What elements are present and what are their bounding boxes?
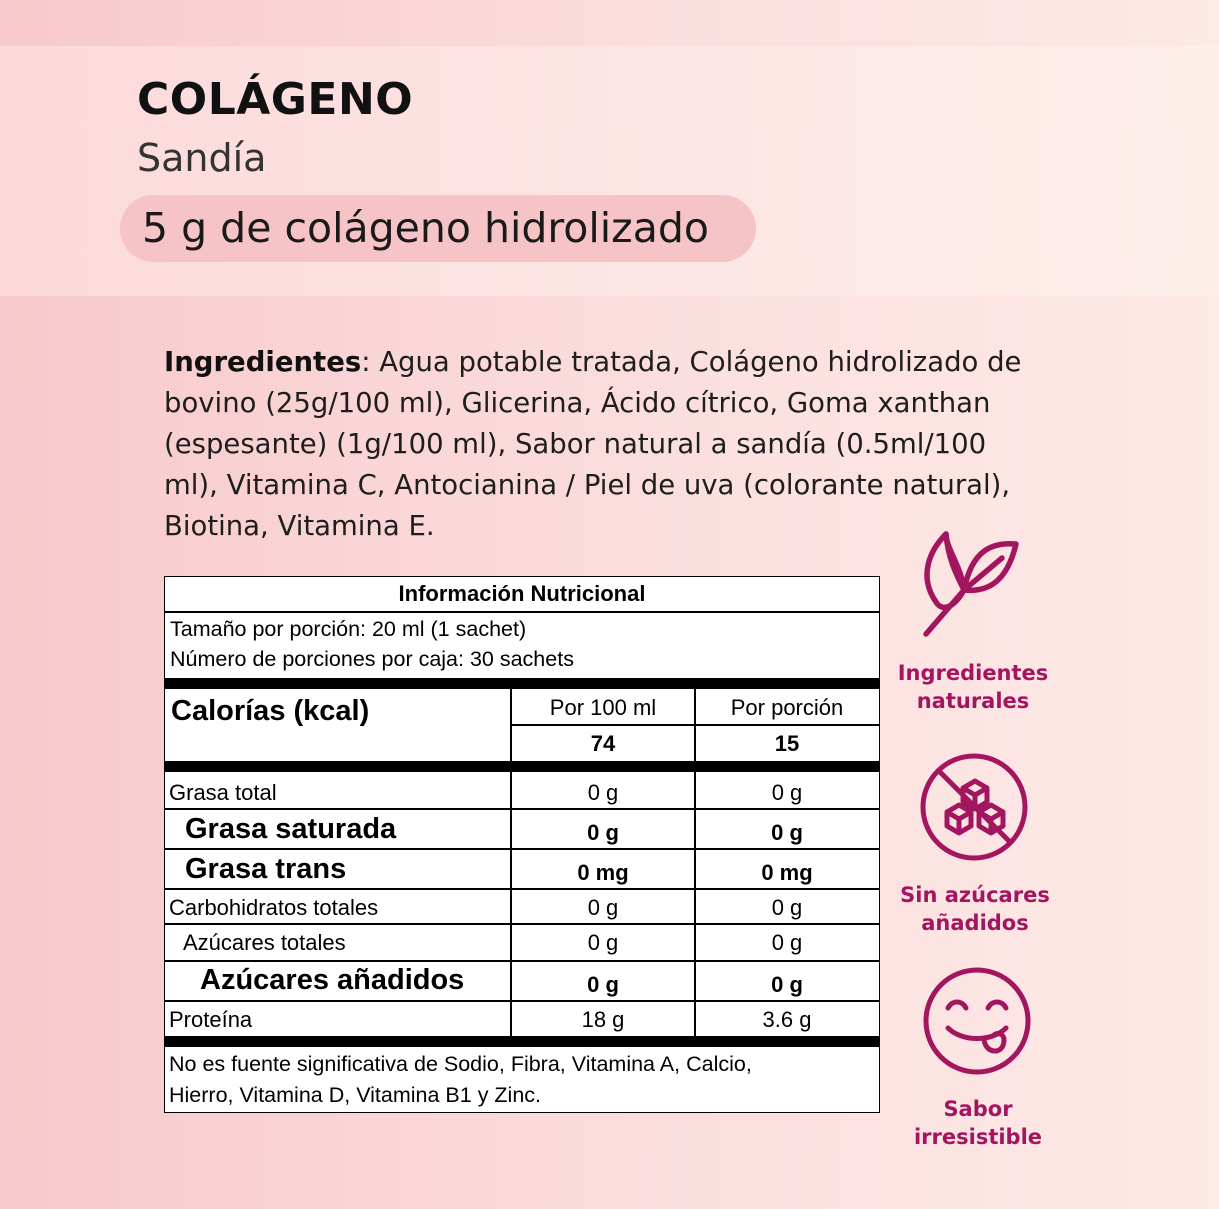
feature-natural-line2: naturales	[916, 689, 1030, 713]
no-sugar-cubes-icon	[919, 752, 1029, 862]
feature-no-sugar-line1: Sin azúcares	[900, 883, 1050, 907]
row-label-grasa-total: Grasa total	[169, 780, 277, 805]
feature-natural-line1: Ingredientes	[897, 661, 1049, 685]
feature-label-flavor	[878, 1095, 1078, 1151]
serving-size: Tamaño por porción: 20 ml (1 sachet)	[170, 617, 527, 641]
row-100-proteina: 18 g	[581, 1007, 625, 1032]
row-100-azucares-totales: 0 g	[587, 930, 619, 955]
row-label-carbohidratos: Carbohidratos totales	[169, 895, 379, 920]
row-portion-grasa-total: 0 g	[771, 780, 803, 805]
feature-no-sugar-line2: añadidos	[921, 911, 1029, 935]
row-portion-carbohidratos: 0 g	[771, 895, 803, 920]
feature-label-natural	[873, 659, 1073, 715]
calories-portion: 15	[774, 731, 800, 756]
nutrition-table	[164, 576, 880, 1113]
row-label-proteina: Proteína	[169, 1007, 253, 1032]
row-100-grasa-saturada: 0 g	[587, 820, 619, 845]
feature-flavor-line1: Sabor	[943, 1097, 1013, 1121]
product-flavor: Sandía	[137, 136, 267, 180]
row-100-carbohidratos: 0 g	[587, 895, 619, 920]
row-label-azucares-anadidos: Azúcares añadidos	[200, 964, 465, 996]
footnote-line-1: No es fuente significativa de Sodio, Fibra, Vitamina A, Calcio,	[169, 1052, 752, 1076]
calories-100ml: 74	[590, 731, 616, 756]
ingredients-text: : Agua potable tratada, Colágeno hidrolizado de bovino (25g/100 ml), Glicerina, Ácido cítrico, Goma xanthan (espesante) (1g/100 ml), Sabor natural a sandía (0.5ml/100 ml), Vitamina C, Antocianina / Piel de uva (colorante natural), Biotina, Vitamina E.	[164, 346, 1022, 542]
ingredients-paragraph	[164, 342, 1044, 547]
smiley-tongue-icon	[922, 966, 1032, 1076]
row-label-grasa-saturada: Grasa saturada	[185, 813, 397, 845]
feature-flavor-line2: irresistible	[913, 1125, 1043, 1149]
servings-per-box: Número de porciones por caja: 30 sachets	[170, 647, 574, 671]
feature-label-no-sugar	[875, 881, 1075, 937]
row-portion-azucares-totales: 0 g	[771, 930, 803, 955]
row-portion-azucares-anadidos: 0 g	[771, 972, 803, 997]
calories-label: Calorías (kcal)	[171, 695, 370, 727]
ingredients-label: Ingredientes	[164, 346, 362, 378]
row-portion-grasa-trans: 0 mg	[761, 860, 813, 885]
product-title: COLÁGENO	[137, 74, 414, 125]
row-100-grasa-total: 0 g	[587, 780, 619, 805]
row-100-grasa-trans: 0 mg	[577, 860, 629, 885]
row-label-azucares-totales: Azúcares totales	[183, 930, 346, 955]
row-portion-proteina: 3.6 g	[762, 1007, 812, 1032]
leaf-icon	[918, 528, 1024, 638]
nutrition-title: Información Nutricional	[398, 581, 646, 606]
footnote-line-2: Hierro, Vitamina D, Vitamina B1 y Zinc.	[169, 1083, 542, 1107]
row-label-grasa-trans: Grasa trans	[185, 853, 347, 885]
col-header-portion: Por porción	[730, 695, 844, 720]
col-header-100ml: Por 100 ml	[549, 695, 657, 720]
row-portion-grasa-saturada: 0 g	[771, 820, 803, 845]
collagen-highlight-pill: 5 g de colágeno hidrolizado	[120, 195, 756, 262]
row-100-azucares-anadidos: 0 g	[587, 972, 619, 997]
